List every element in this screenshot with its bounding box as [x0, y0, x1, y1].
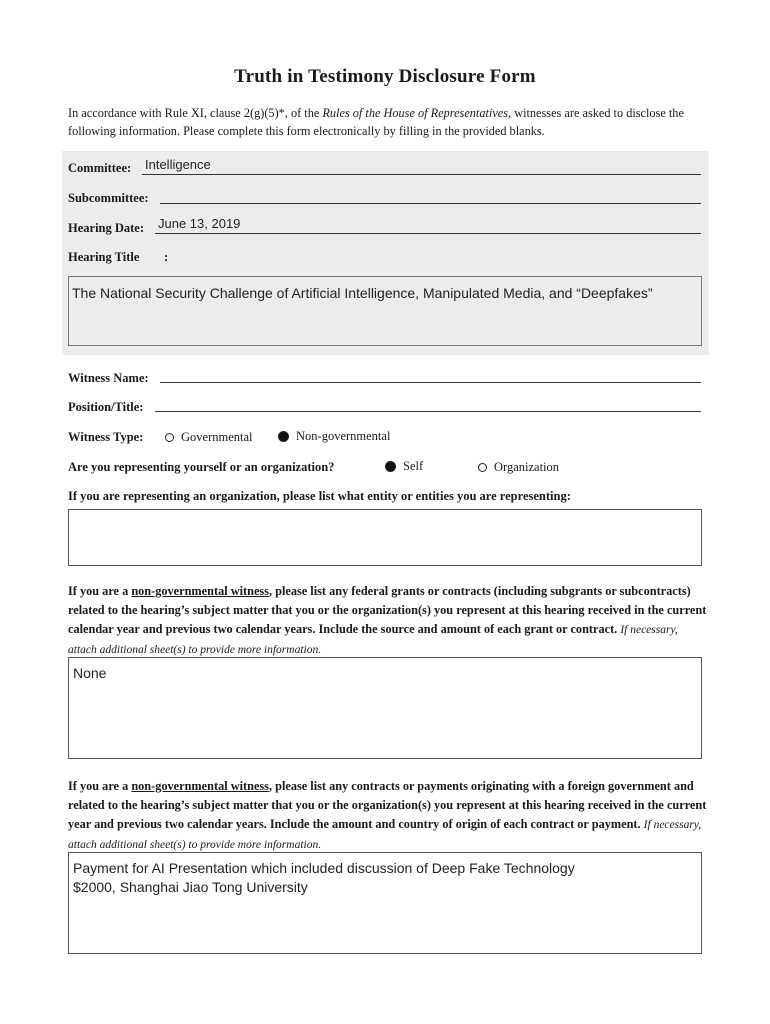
- hearing-title-value: The National Security Challenge of Artificial Intelligence, Manipulated Media, and “Deepfakes”: [72, 285, 653, 301]
- self-label: Self: [403, 459, 424, 473]
- position-title-field[interactable]: [158, 395, 693, 411]
- foreign-prefix: If you are a: [68, 779, 132, 793]
- witness-type-governmental-option[interactable]: [165, 430, 253, 445]
- committee-field[interactable]: Intelligence: [145, 157, 211, 172]
- witness-name-field[interactable]: [163, 366, 693, 382]
- witness-name-underline: [160, 382, 701, 383]
- nongovernmental-label: Non-governmental: [296, 429, 391, 443]
- radio-governmental-icon[interactable]: [165, 433, 174, 442]
- grants-body: , please list any federal grants or contracts (including subgrants or subcontracts) related to the hearing’s subject matter that you or the organization(s) you represent at this hearing received in the current calendar year and previous two calendar years. Include the source and amount of each grant or contract.: [68, 584, 707, 636]
- witness-type-label: Witness Type:: [68, 430, 144, 444]
- foreign-nongov-link: non-governmental witness: [131, 779, 269, 793]
- representing-self-option[interactable]: [385, 459, 423, 474]
- intro-text-1: In accordance with Rule XI, clause 2(g)(5)*, of the: [68, 106, 323, 120]
- hearing-title-label: Hearing Title: [68, 250, 140, 264]
- grants-note: If necessary, attach additional sheet(s) to provide more information.: [68, 624, 678, 656]
- grants-box[interactable]: [68, 657, 702, 759]
- organization-value: [69, 510, 701, 522]
- foreign-question: [68, 777, 708, 855]
- radio-self-icon[interactable]: [385, 461, 396, 472]
- intro-text-2: , witnesses are asked to disclose the following information. Please complete this form electronically by filling in the provided blanks.: [68, 106, 684, 138]
- subcommittee-field[interactable]: [163, 187, 693, 203]
- position-title-label: Position/Title:: [68, 400, 144, 414]
- witness-type-nongovernmental-option[interactable]: [278, 429, 390, 444]
- grants-question: [68, 582, 708, 660]
- radio-organization-icon[interactable]: [478, 463, 487, 472]
- foreign-body: , please list any contracts or payments originating with a foreign government and related to the hearing’s subject matter that you or the organization(s) you represent at this hearing received in the current year and previous two calendar years. Include the amount and country of origin of each contract or payment.: [68, 779, 707, 831]
- grants-nongov-link: non-governmental witness: [131, 584, 269, 598]
- committee-label: Committee:: [68, 161, 132, 175]
- position-title-underline: [155, 411, 701, 412]
- radio-nongovernmental-icon[interactable]: [278, 431, 289, 442]
- organization-box[interactable]: [68, 509, 702, 566]
- representing-organization-option[interactable]: [478, 460, 559, 475]
- committee-underline: [142, 174, 701, 175]
- foreign-box[interactable]: [68, 852, 702, 954]
- hearing-date-label: Hearing Date:: [68, 221, 145, 235]
- witness-name-label: Witness Name:: [68, 371, 149, 385]
- grants-value: None: [73, 665, 107, 681]
- foreign-value: Payment for AI Presentation which included discussion of Deep Fake Technology $2000, Shanghai Jiao Tong University: [73, 860, 575, 895]
- grants-prefix: If you are a: [68, 584, 132, 598]
- subcommittee-underline: [160, 203, 701, 204]
- hearing-title-colon: :: [164, 250, 169, 264]
- foreign-note: If necessary, attach additional sheet(s) to provide more information.: [68, 819, 702, 851]
- hearing-title-box[interactable]: [68, 276, 702, 346]
- intro-rules-title: Rules of the House of Representatives: [322, 106, 509, 120]
- governmental-label: Governmental: [181, 430, 253, 444]
- intro-paragraph: [68, 104, 708, 140]
- subcommittee-label: Subcommittee:: [68, 191, 149, 205]
- representing-label: Are you representing yourself or an organization?: [68, 460, 335, 474]
- organization-label: Organization: [494, 460, 560, 474]
- hearing-date-underline: [155, 233, 701, 234]
- form-title: Truth in Testimony Disclosure Form: [234, 66, 536, 87]
- hearing-date-field[interactable]: June 13, 2019: [158, 216, 241, 231]
- organization-prompt: If you are representing an organization, please list what entity or entities you are representing:: [68, 489, 571, 503]
